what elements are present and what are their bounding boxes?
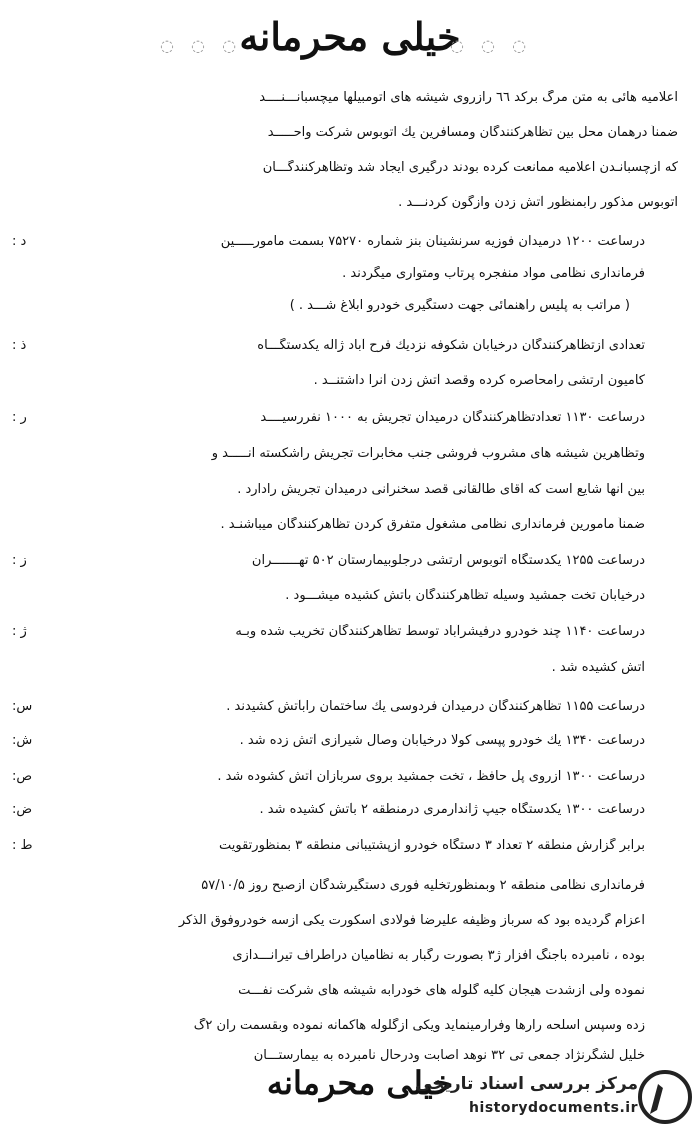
section-marker: ز : xyxy=(12,553,27,568)
classification-header: خیلی محرمانه xyxy=(239,14,461,59)
body-line: زده وسپس اسلحه رارها وفرارمینماید ویکی ازگلوله هاکمانه نموده وبقسمت ران ۲گ xyxy=(193,1018,645,1033)
body-line: تعدادی ازتظاهرکنندگان درخیابان شکوفه نزدیك فرح آباد ژاله یکدستگـــاه xyxy=(257,338,645,353)
body-line: بوده ، نامبرده باجنگ افزار ژ۳ بصورت رگبار به نظامیان دراطراف تیرانـــدازی xyxy=(232,948,645,963)
section-marker: ر : xyxy=(12,410,27,425)
body-line: که ازچسبانـدن اعلامیه ممانعت کرده بودند درگیری ایجاد شد وتظاهرکنندگـــان xyxy=(262,160,678,175)
section-marker: د : xyxy=(12,234,27,249)
body-line: اعزام گردیده بود که سرباز وظیفه علیرضا فولادی اسکورت یکی ازسه خودروفوق الذکر xyxy=(178,913,645,928)
body-line: ضمناً درهمان محل بین تظاهرکنندگان ومسافرین یك اتوبوس شرکت واحـــــد xyxy=(267,125,678,140)
body-line: درساعت ۱۱۵۵ تظاهرکنندگان درمیدان فردوسی یك ساختمان رابآتش کشیدند . xyxy=(226,699,645,714)
body-line: خلیل لشگرنژاد جمعی تی ۳۲ نوهد اصابت ودرحال نامبرده به بیمارستـــان xyxy=(253,1048,645,1063)
body-line: نموده ولی ازشدت هیجان کلیه گلوله های خودرابه شیشه های شرکت نفـــت xyxy=(238,983,645,998)
section-marker: ض: xyxy=(12,802,33,817)
watermark-title: مرکز بررسی اسناد تاریخی xyxy=(415,1074,638,1094)
body-line: درساعت ۱۳۰۰ یکدستگاه جیپ ژاندارمری درمنطقه ۲ بآتش کشیده شد . xyxy=(259,802,645,817)
body-line: درساعت ۱۳۰۰ ازروی پل حافظ ، تخت جمشید بروی سربازان آتش کشوده شد . xyxy=(217,769,645,784)
body-line: ضمناً مامورین فرمانداری نظامی مشغول متفرق کردن تظاهرکنندگان میباشنـد . xyxy=(220,517,645,532)
body-line: درساعت ۱۳۴۰ یك خودرو پپسی کولا درخیابان وصال شیرازی آتش زده شد . xyxy=(239,733,645,748)
section-marker: س: xyxy=(12,699,33,714)
body-line: درساعت ۱۲۰۰ درمیدان فوزیه سرنشینان بنز شماره ۷۵۲۷۰ بسمت مامورـــــین xyxy=(220,234,645,249)
section-marker: ژ : xyxy=(12,624,27,639)
archive-logo-icon xyxy=(638,1070,692,1124)
body-line: فرمانداری نظامی منطقه ۲ وبمنظورتخلیه فوری دستگیرشدگان ازصبح روز ۵۷/۱۰/۵ xyxy=(201,878,645,893)
body-line: بین آنها شایع است که آقای طالقانی قصد سخنرانی درمیدان تجریش رادارد . xyxy=(237,482,645,497)
section-marker: ط : xyxy=(12,838,33,853)
section-marker: ص: xyxy=(12,769,33,784)
body-line: درخیابان تخت جمشید وسیله تظاهرکنندگان بآتش کشیده میشـــود . xyxy=(285,588,645,603)
decorative-circles-left: ◌ ◌ ◌ xyxy=(160,36,243,55)
body-line: وتظاهرین شیشه های مشروب فروشی جنب مخابرات تجریش راشکسته انـــــد و xyxy=(211,446,645,461)
body-line: اتوبوس مذکور رابمنظور آتش زدن وازگون کردنـــد . xyxy=(398,195,678,210)
body-line: اعلامیه هائی به متن مرگ برکد ٦٦ رازروی شیشه های اتومبیلها میچسبانـــنــــد xyxy=(259,90,678,105)
watermark-url: historydocuments.ir xyxy=(469,1100,638,1116)
body-line: درساعت ۱۲۵۵ یکدستگاه اتوبوس ارتشی درجلوبیمارستان ۵۰۲ تهـــــــران xyxy=(251,553,645,568)
body-line: درساعت ۱۱۴۰ چند خودرو درفیشرآباد توسط تظاهرکنندگان تخریب شده وبـه xyxy=(235,624,645,639)
body-line: آتش کشیده شد . xyxy=(551,660,645,675)
section-marker: ذ : xyxy=(12,338,27,353)
body-line: برابر گزارش منطقه ۲ تعداد ۳ دستگاه خودرو ازپشتیبانی منطقه ۳ بمنظورتقویت xyxy=(219,838,645,853)
archive-watermark xyxy=(388,1062,700,1128)
body-line: فرمانداری نظامی مواد منفجره پرتاب ومتواری میگردند . xyxy=(342,266,645,281)
body-line: درساعت ۱۱۳۰ تعدادتظاهرکنندگان درمیدان تجریش به ۱۰۰۰ نفررسیــــد xyxy=(260,410,645,425)
decorative-circles-right: ◌ ◌ ◌ xyxy=(450,36,533,55)
classification-footer: خیلی محرمانه xyxy=(266,1064,454,1102)
section-marker: ش: xyxy=(12,733,33,748)
body-line: ( مراتب به پلیس راهنمائی جهت دستگیری خودرو ابلاغ شـــد . ) xyxy=(289,298,630,313)
body-line: کامیون ارتشی رامحاصره کرده وقصد آتش زدن آنرا داشتنــد . xyxy=(313,373,645,388)
